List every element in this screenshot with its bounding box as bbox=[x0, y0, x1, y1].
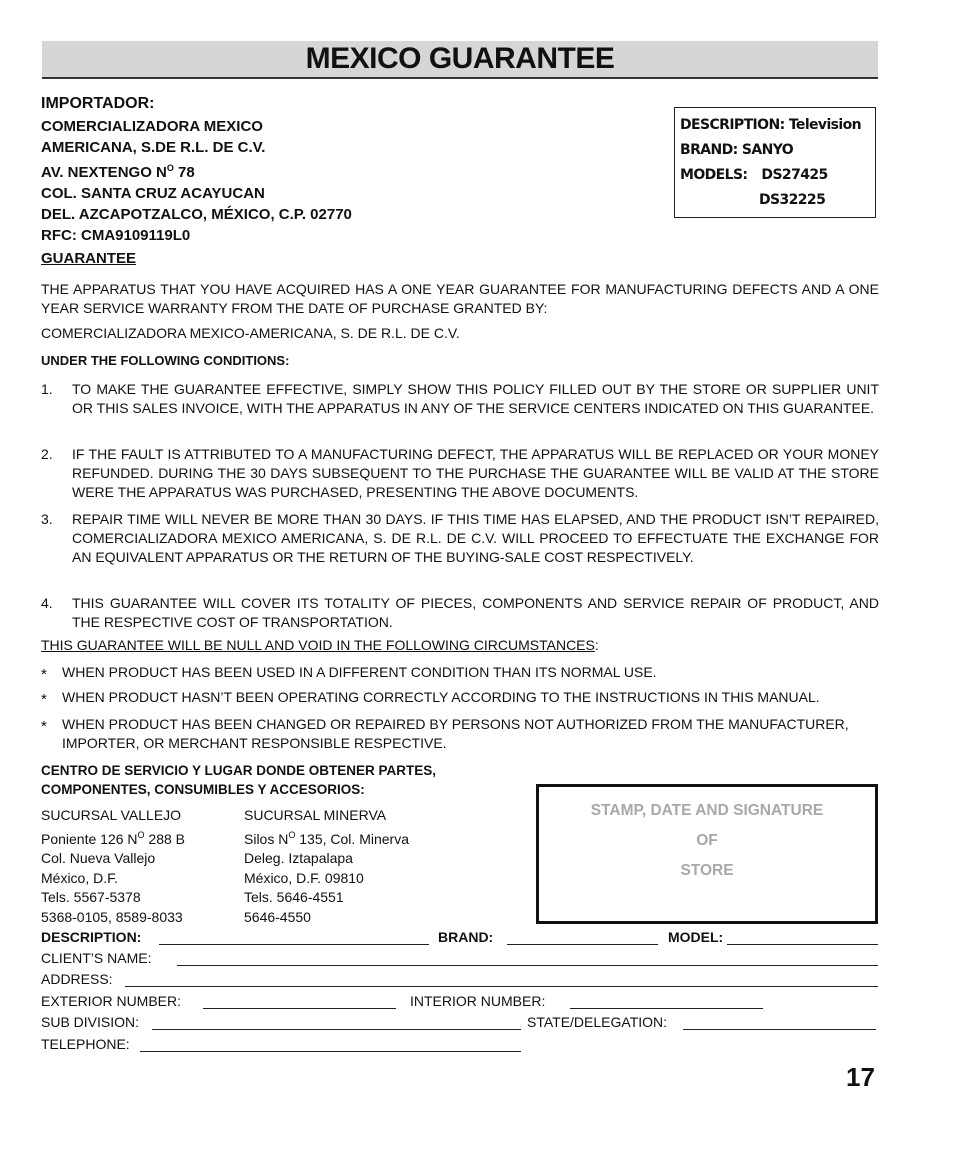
branch-address: Poniente 126 $N^O$ 288 B bbox=[41, 829, 186, 847]
guarantee-heading: GUARANTEE bbox=[41, 250, 137, 267]
telephone-field[interactable] bbox=[140, 1051, 521, 1052]
client-name-label: CLIENT’S NAME: bbox=[41, 950, 152, 966]
asterisk-icon: * bbox=[41, 666, 47, 683]
asterisk-icon: * bbox=[41, 691, 47, 708]
product-info-box bbox=[674, 107, 876, 218]
product-brand: BRAND: SANYO bbox=[680, 142, 794, 158]
guarantee-grantor: COMERCIALIZADORA MEXICO-AMERICANA, S. DE R.L. DE C.V. bbox=[41, 325, 460, 341]
branch-phone: Tels. 5646-4551 bbox=[244, 889, 344, 906]
sub-division-label: SUB DIVISION: bbox=[41, 1014, 140, 1030]
interior-number-label: INTERIOR NUMBER: bbox=[410, 993, 546, 1009]
product-description: DESCRIPTION: Television bbox=[680, 117, 861, 133]
interior-number-field[interactable] bbox=[570, 1008, 763, 1009]
exclusion-item: * WHEN PRODUCT HAS BEEN USED IN A DIFFERENT CONDITION THAN ITS NORMAL USE. bbox=[41, 664, 657, 683]
state-delegation-label: STATE/DELEGATION: bbox=[527, 1014, 668, 1030]
exclusion-item: * WHEN PRODUCT HASN’T BEEN OPERATING CORRECTLY ACCORDING TO THE INSTRUCTIONS IN THIS MANUAL. bbox=[41, 689, 820, 708]
branch-city: México, D.F. 09810 bbox=[244, 869, 364, 886]
condition-item: 2. IF THE FAULT IS ATTRIBUTED TO A MANUFACTURING DEFECT, THE APPARATUS WILL BE REPLACED OR YOUR MONEY REFUNDED. DURING THE 30 DAYS SUBSEQUENT TO THE PURCHASE THE GUARANTEE WILL BE VALID AT THE STORE WERE THE APPARATUS WAS PURCHASED, PRESENTING THE ABOVE DOCUMENTS. bbox=[41, 446, 879, 500]
branch-city: México, D.F. bbox=[41, 869, 119, 886]
condition-item: 3. REPAIR TIME WILL NEVER BE MORE THAN 30 DAYS. IF THIS TIME HAS ELAPSED, AND THE PRODUCT ISN’T REPAIRED, COMERCIALIZADORA MEXICO AMERICANA, S. DE R.L. DE C.V. WILL PROCEED TO EFFECTUATE THE EXCHANGE FOR AN EQUIVALENT APPARATUS OR THE RETURN OF THE BUYING-SALE COST RESPECTIVELY. bbox=[41, 511, 879, 565]
branch-phone-2: 5646-4550 bbox=[244, 908, 311, 925]
exclusion-item: * WHEN PRODUCT HAS BEEN CHANGED OR REPAIRED BY PERSONS NOT AUTHORIZED FROM THE MANUFACTURER, IMPORTER, OR MERCHANT RESPONSIBLE RESPECTIVE. bbox=[41, 716, 849, 751]
importer-label: IMPORTADOR: bbox=[41, 95, 155, 112]
stamp-label: STAMP, DATE AND SIGNATURE bbox=[590, 802, 824, 819]
page-title: MEXICO GUARANTEE bbox=[305, 42, 615, 75]
exterior-number-label: EXTERIOR NUMBER: bbox=[41, 993, 182, 1009]
sub-division-field[interactable] bbox=[152, 1029, 521, 1030]
branch-name: SUCURSAL MINERVA bbox=[244, 807, 387, 823]
branch-phone-2: 5368-0105, 8589-8033 bbox=[41, 908, 183, 925]
branch-phone: Tels. 5567-5378 bbox=[41, 889, 141, 906]
model-label: MODEL: bbox=[668, 929, 724, 945]
condition-item: 4. THIS GUARANTEE WILL COVER ITS TOTALITY OF PIECES, COMPONENTS AND SERVICE REPAIR OF PRODUCT, AND THE RESPECTIVE COST OF TRANSPORTATION. bbox=[41, 595, 879, 630]
importer-line: AMERICANA, S.DE R.L. DE C.V. bbox=[41, 139, 266, 156]
model-field[interactable] bbox=[727, 944, 878, 945]
branch-name: SUCURSAL VALLEJO bbox=[41, 807, 182, 823]
address-field[interactable] bbox=[125, 986, 878, 987]
description-field[interactable] bbox=[159, 944, 429, 945]
conditions-heading: UNDER THE FOLLOWING CONDITIONS: bbox=[41, 353, 290, 368]
branch-delegation: Deleg. Iztapalapa bbox=[244, 850, 353, 867]
page-number: 17 bbox=[846, 1062, 875, 1092]
client-name-field[interactable] bbox=[177, 965, 878, 966]
importer-line: COMERCIALIZADORA MEXICO bbox=[41, 118, 263, 135]
branch-colonia: Col. Nueva Vallejo bbox=[41, 850, 156, 867]
branch-vallejo bbox=[41, 806, 185, 928]
stamp-label: OF bbox=[696, 832, 718, 849]
importer-line: DEL. AZCAPOTZALCO, MÉXICO, C.P. 02770 bbox=[41, 206, 352, 223]
importer-address bbox=[41, 116, 352, 246]
importer-line: AV. NEXTENGO $N^O$ 78 bbox=[41, 163, 195, 181]
importer-line: COL. SANTA CRUZ ACAYUCAN bbox=[41, 185, 265, 202]
page-title-bar bbox=[42, 41, 878, 79]
address-label: ADDRESS: bbox=[41, 971, 113, 987]
brand-field[interactable] bbox=[507, 944, 658, 945]
null-void-heading: THIS GUARANTEE WILL BE NULL AND VOID IN THE FOLLOWING CIRCUMSTANCES: bbox=[41, 637, 599, 653]
branch-address: Silos $N^O$ 135, Col. Minerva bbox=[244, 829, 409, 847]
state-delegation-field[interactable] bbox=[683, 1029, 876, 1030]
exterior-number-field[interactable] bbox=[203, 1008, 396, 1009]
product-model-2: DS32225 bbox=[759, 192, 826, 208]
stamp-signature-box[interactable] bbox=[536, 784, 878, 924]
guarantee-intro: THE APPARATUS THAT YOU HAVE ACQUIRED HAS A ONE YEAR GUARANTEE FOR MANUFACTURING DEFECTS AND A ONE YEAR SERVICE WARRANTY FROM THE DATE OF PURCHASE GRANTED BY: bbox=[41, 281, 879, 316]
stamp-label: STORE bbox=[680, 862, 734, 879]
condition-item: 1. TO MAKE THE GUARANTEE EFFECTIVE, SIMPLY SHOW THIS POLICY FILLED OUT BY THE STORE OR SUPPLIER UNIT OR THIS SALES INVOICE, WITH THE APPARATUS IN ANY OF THE SERVICE CENTERS INDICATED ON THIS GUARANTEE. bbox=[41, 381, 879, 416]
description-label: DESCRIPTION: bbox=[41, 929, 142, 945]
branch-minerva bbox=[244, 806, 409, 928]
importer-line: RFC: CMA9109119L0 bbox=[41, 227, 191, 244]
product-models: MODELS: DS27425 bbox=[680, 167, 828, 183]
brand-label: BRAND: bbox=[438, 929, 494, 945]
asterisk-icon: * bbox=[41, 718, 47, 735]
telephone-label: TELEPHONE: bbox=[41, 1036, 130, 1052]
service-centers-heading: CENTRO DE SERVICIO Y LUGAR DONDE OBTENER PARTES, COMPONENTES, CONSUMIBLES Y ACCESORIOS: bbox=[41, 763, 437, 797]
